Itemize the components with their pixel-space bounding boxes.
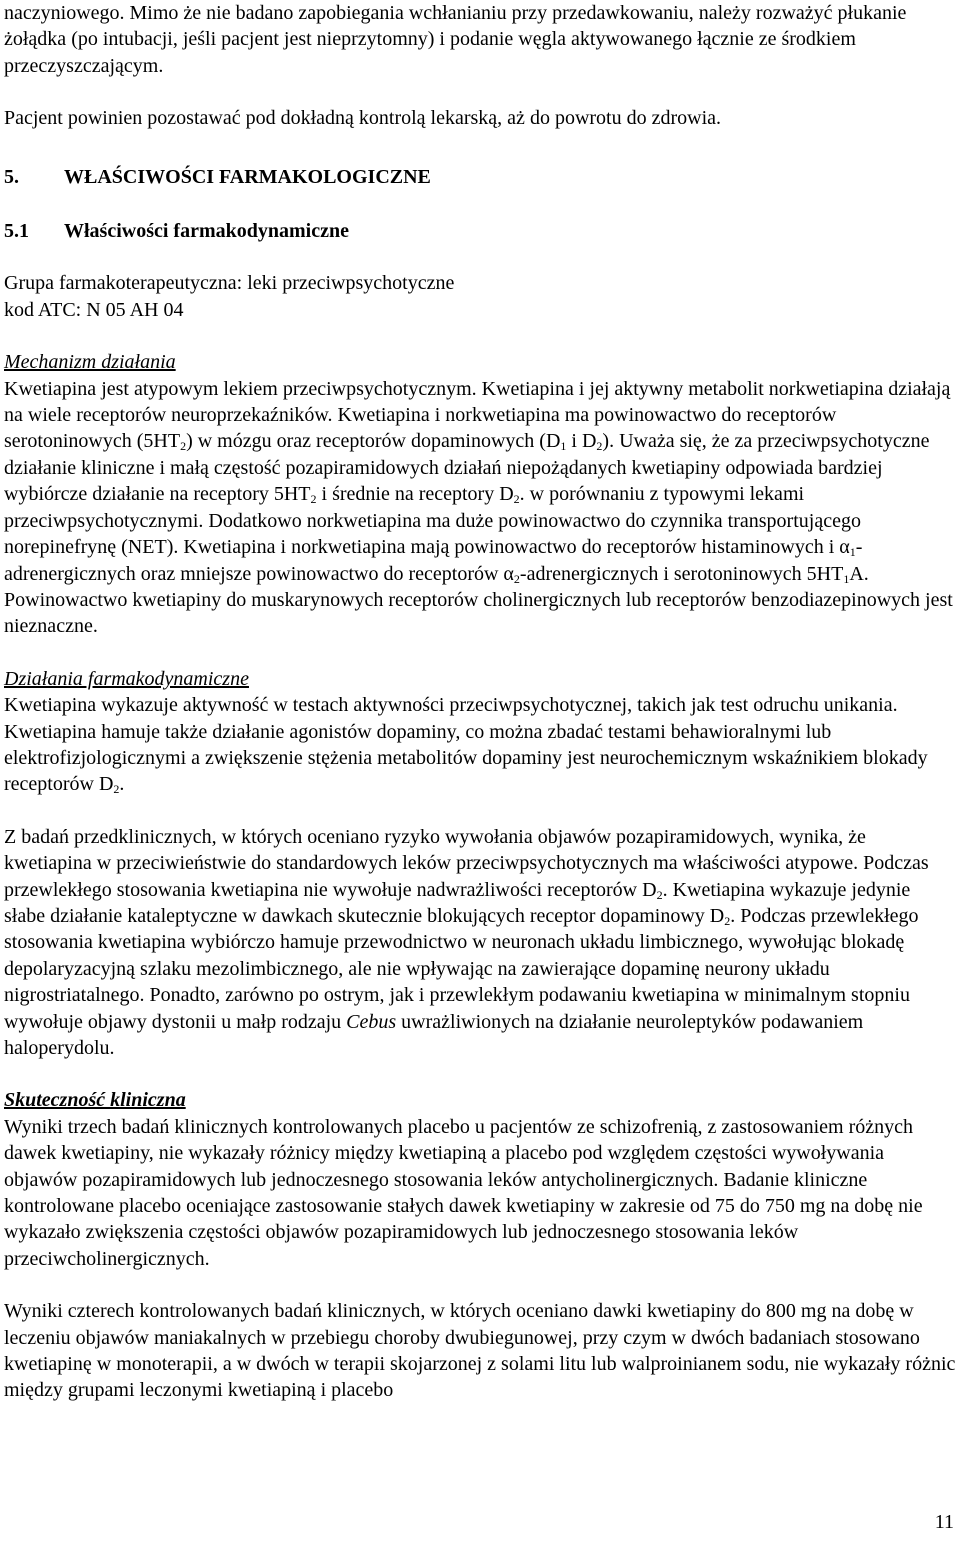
section-5-1-heading (4, 218, 956, 244)
mechanism-heading: Mechanizm działania (4, 351, 176, 374)
preclinical-paragraph: Z badań przedklinicznych, w których oceniano ryzyko wywołania objawów pozapiramidowych, wynika, że kwetiapina w przeciwieństwie do standardowych leków przeciwpsychotycznych ma właściwości atypowe. Podczas przewlekłego stosowania kwetiapina nie wywołuje nadwrażliwości receptorów $D_2$. Kwetiapina wykazuje jedynie słabe działanie kataleptyczne w dawkach skutecznie blokujących receptor dopaminowy $D_2$. Podczas przewlekłego stosowania kwetiapina wybiórczo hamuje przewodnictwo w neuronach układu limbicznego, wywołując blokadę depolaryzacyjną szlaku mezolimbicznego, ale nie wpływając na zawierające dopaminę neurony układu nigrostriatalnego. Ponadto, zarówno po ostrym, jak i przewlekłym podawaniu kwetiapina w minimalnym stopniu wywołuje objawy dystonii u małp rodzaju Cebus uwrażliwionych na działanie neuroleptyków podawaniem haloperydolu. (4, 825, 929, 1059)
efficacy-paragraph-2: Wyniki czterech kontrolowanych badań klinicznych, w których oceniano dawki kwetiapiny do 800 mg na dobę w leczeniu objawów maniakalnych w przebiegu choroby dwubiegunowej, przy czym w dwóch badaniach stosowano kwetiapinę w monoterapii, a w dwóch w terapii skojarzonej z solami litu lub walproinianem sodu, nie wykazały różnic między grupami leczonymi kwetiapiną i placebo (4, 1300, 956, 1402)
section-5-heading (4, 164, 956, 190)
document-page (4, 0, 956, 1404)
pharmacodynamic-heading: Działania farmakodynamiczne (4, 667, 249, 690)
section-5-1-title: Właściwości farmakodynamiczne (64, 220, 349, 243)
group-line-2: kod ATC: N 05 AH 04 (4, 298, 184, 321)
section-5-1-number: 5.1 (4, 220, 29, 243)
monitoring-paragraph: Pacjent powinien pozostawać pod dokładną kontrolą lekarską, aż do powrotu do zdrowia. (4, 107, 722, 130)
page-number: 11 (934, 1511, 954, 1533)
section-5-number: 5. (4, 165, 19, 188)
section-5-title: WŁAŚCIWOŚCI FARMAKOLOGICZNE (64, 165, 431, 188)
genus-name: Cebus (346, 1010, 397, 1033)
group-line-1: Grupa farmakoterapeutyczna: leki przeciwpsychotyczne (4, 272, 455, 295)
pharmacodynamic-paragraph: Kwetiapina wykazuje aktywność w testach aktywności przeciwpsychotycznej, takich jak test odruchu unikania. Kwetiapina hamuje także działanie agonistów dopaminy, co można zbadać testami behawioralnymi lub elektrofizjologicznymi a zwiększenie stężenia metabolitów dopaminy jest neurochemicznym wskaźnikiem blokady receptorów $D_2$. (4, 694, 928, 797)
intro-paragraph: naczyniowego. Mimo że nie badano zapobiegania wchłanianiu przy przedawkowaniu, należy rozważyć płukanie żołądka (po intubacji, jeśli pacjent jest nieprzytomny) i podanie węgla aktywowanego łącznie ze środkiem przeczyszczającym. (4, 2, 907, 77)
efficacy-heading: Skuteczność kliniczna (4, 1089, 186, 1112)
mechanism-paragraph: Kwetiapina jest atypowym lekiem przeciwpsychotycznym. Kwetiapina i jej aktywny metabolit norkwetiapina działają na wiele receptorów neuroprzekaźników. Kwetiapina i norkwetiapina ma powinowactwo do receptorów serotoninowych $(5HT_2)$ w mózgu oraz receptorów dopaminowych ($D_1$ i $D_2$). Uważa się, że za przeciwpsychotyczne działanie kliniczne i małą częstość pozapiramidowych działań niepożądanych kwetiapiny odpowiada bardziej wybiórcze działanie na receptory $5HT_2$ i średnie na receptory $D_2$. w porównaniu z typowymi lekami przeciwpsychotycznymi. Dodatkowo norkwetiapina ma duże powinowactwo do czynnika transportującego norepinefrynę (NET). Kwetiapina i norkwetiapina mają powinowactwo do receptorów histaminowych i $\alpha_1$-adrenergicznych oraz mniejsze powinowactwo do receptorów $\alpha_2$-adrenergicznych i serotoninowych $5HT_1A$. Powinowactwo kwetiapiny do muskarynowych receptorów cholinergicznych lub receptorów benzodiazepinowych jest nieznaczne. (4, 377, 953, 638)
efficacy-paragraph-1: Wyniki trzech badań klinicznych kontrolowanych placebo u pacjentów ze schizofrenią, z zastosowaniem różnych dawek kwetiapiny, nie wykazały różnicy między kwetiapiną a placebo pod względem częstości wywoływania objawów pozapiramidowych lub jednoczesnego stosowania leków antycholinergicznych. Badanie kliniczne kontrolowane placebo oceniające zastosowanie stałych dawek kwetiapiny w zakresie od 75 do 750 mg na dobę nie wykazało zwiększenia częstości objawów pozapiramidowych lub jednoczesnego stosowania leków przeciwcholinergicznych. (4, 1115, 923, 1270)
